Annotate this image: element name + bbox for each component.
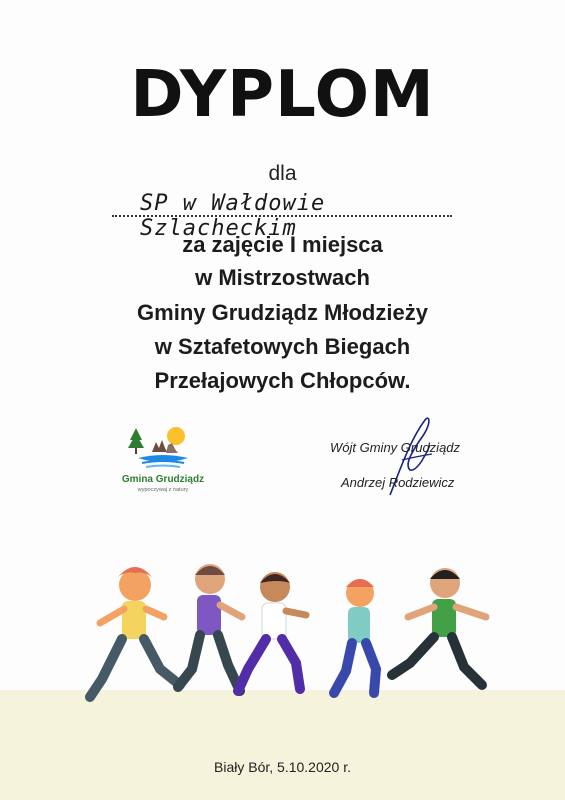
award-line-1: za zajęcie I miejsca bbox=[182, 232, 383, 257]
signatory-role: Wójt Gminy Grudziądz bbox=[330, 440, 461, 455]
place-date: Biały Bór, 5.10.2020 r. bbox=[214, 759, 351, 775]
award-line-3: Gminy Grudziądz Młodzieży bbox=[137, 300, 428, 325]
recipient-line bbox=[112, 191, 452, 241]
award-line-2: w Mistrzostwach bbox=[195, 265, 370, 290]
signatory-name: Andrzej Rodziewicz bbox=[341, 475, 455, 490]
recipient-handwritten: SP w Wałdowie Szlacheckim bbox=[140, 191, 326, 241]
for-label: dla bbox=[268, 162, 297, 185]
logo-tagline: wypoczywaj z natury bbox=[137, 487, 189, 493]
award-line-4: w Sztafetowych Biegach bbox=[154, 334, 411, 359]
logo-name: Gmina Grudziądz bbox=[121, 474, 205, 485]
running-children-illustration-icon bbox=[60, 555, 510, 735]
award-line-5: Przełajowych Chłopców. bbox=[154, 368, 411, 393]
diploma-title: DYPLOM bbox=[130, 58, 435, 132]
